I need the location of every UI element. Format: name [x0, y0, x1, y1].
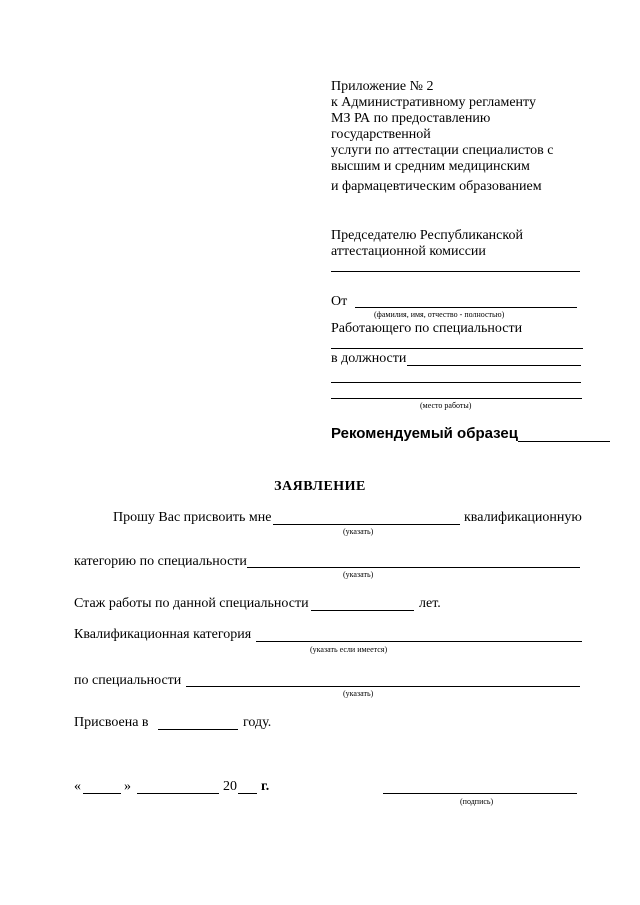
document-title: ЗАЯВЛЕНИЕ — [274, 479, 366, 494]
assigned-suffix: году. — [243, 715, 272, 730]
recommended-sample: Рекомендуемый образец — [331, 425, 518, 442]
addressee-line1: Председателю Республиканской — [331, 228, 523, 243]
specialty-label: Работающего по специальности — [331, 321, 523, 336]
appendix-line: государственной — [331, 127, 431, 142]
category-label: категорию по специальности — [74, 554, 247, 569]
year-suffix: г. — [261, 779, 270, 794]
workplace-field-2[interactable] — [331, 398, 582, 399]
day-field[interactable] — [83, 793, 121, 794]
quote-open: « — [74, 779, 81, 794]
category-field[interactable] — [273, 524, 460, 525]
appendix-line: высшим и средним медицинским — [331, 159, 530, 174]
appendix-line: Приложение № 2 — [331, 79, 434, 94]
specify-hint: (указать) — [343, 689, 374, 698]
specialty-label-2: по специальности — [74, 673, 182, 688]
qual-category-field[interactable] — [256, 641, 582, 642]
request-prefix: Прошу Вас присвоить мне — [113, 510, 272, 525]
year-field[interactable] — [238, 793, 257, 794]
category-specialty-field[interactable] — [247, 567, 580, 568]
qual-category-label: Квалификационная категория — [74, 627, 252, 642]
position-field[interactable] — [407, 365, 581, 366]
appendix-line: МЗ РА по предоставлению — [331, 111, 491, 126]
appendix-line: к Административному регламенту — [331, 95, 536, 110]
specify-hint: (указать) — [343, 527, 374, 536]
appendix-block — [331, 79, 553, 195]
appendix-line: услуги по аттестации специалистов с — [331, 143, 554, 158]
month-field[interactable] — [137, 793, 219, 794]
specialty-field[interactable] — [331, 348, 583, 349]
year-prefix: 20 — [223, 779, 237, 794]
quote-close: » — [124, 779, 131, 794]
signature-hint: (подпись) — [460, 797, 494, 806]
assigned-label: Присвоена в — [74, 715, 149, 730]
appendix-line: и фармацевтическим образованием — [331, 179, 542, 194]
from-label: От — [331, 294, 348, 309]
recommended-underline — [518, 441, 610, 442]
from-name-field[interactable] — [355, 307, 577, 308]
experience-label: Стаж работы по данной специальности — [74, 596, 309, 611]
request-suffix: квалификационную — [464, 510, 582, 525]
specialty-field-2[interactable] — [186, 686, 580, 687]
position-label: в должности — [331, 351, 407, 366]
workplace-hint: (место работы) — [420, 401, 472, 410]
assigned-year-field[interactable] — [158, 729, 238, 730]
signature-field[interactable] — [383, 793, 577, 794]
experience-suffix: лет. — [419, 596, 441, 611]
addressee-line2: аттестационной комиссии — [331, 244, 486, 259]
addressee-blank-line[interactable] — [331, 271, 580, 272]
qual-category-hint: (указать если имеется) — [310, 645, 388, 654]
specify-hint: (указать) — [343, 570, 374, 579]
workplace-field-1[interactable] — [331, 382, 581, 383]
from-hint: (фамилия, имя, отчество - полностью) — [374, 310, 505, 319]
experience-field[interactable] — [311, 610, 414, 611]
